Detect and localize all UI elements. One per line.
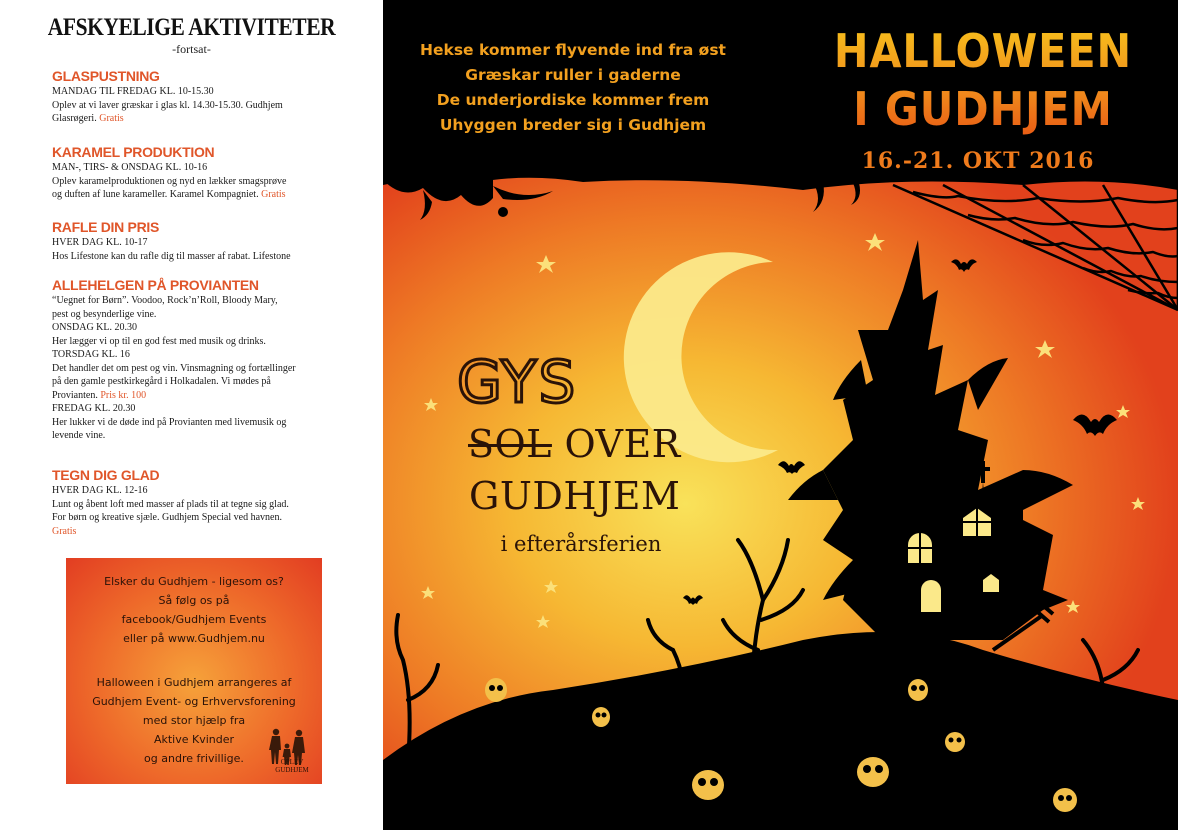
gys-handwritten xyxy=(453,346,623,416)
activity-line: FREDAG KL. 20.30 xyxy=(52,403,136,414)
activity-line: HVER DAG KL. 12-16 xyxy=(52,485,148,496)
activity-glaspustning xyxy=(52,68,330,126)
info-line: Aktive Kvinder xyxy=(153,733,235,746)
activity-title: KARAMEL PRODUKTION xyxy=(52,144,215,160)
price-label: Gratis xyxy=(99,113,124,124)
price-label: Gratis xyxy=(52,525,77,537)
activity-line: levende vine. xyxy=(52,430,106,441)
family-silhouette-icon xyxy=(266,726,316,786)
activity-title: ALLEHELGEN PÅ PROVIANTEN xyxy=(52,277,259,293)
slogan-line: Uhyggen breder sig i Gudhjem xyxy=(439,116,707,134)
activity-line: Provianten. xyxy=(52,389,98,401)
spider-web-icon xyxy=(893,185,1178,310)
logo-line: GUDHJEM xyxy=(275,766,309,774)
activity-line: Oplev karamelproduktionen og nyd en lækker smagsprøve xyxy=(52,175,287,187)
activity-line: For børn og kreative sjæle. Gudhjem Special ved havnen. xyxy=(52,512,282,523)
title-line: I GUDHJEM xyxy=(853,82,1113,136)
activity-line: MAN-, TIRS- & ONSDAG KL. 10-16 xyxy=(52,162,208,173)
activity-line: Her lægger vi op til en god fest med musik og drinks. xyxy=(52,335,266,347)
activities-subtitle: -fortsat- xyxy=(172,42,211,56)
gys-text: GYS xyxy=(457,348,578,416)
efterarsferien-text: i efterårsferien xyxy=(500,532,662,556)
slogan-line: De underjordiske kommer frem xyxy=(436,91,710,109)
activity-line: Det handler det om pest og vin. Vinsmagning og fortællinger xyxy=(52,362,296,374)
activity-line: pest og besynderlige vine. xyxy=(52,308,157,320)
activity-line: Hos Lifestone kan du rafle dig til masser af rabat. Lifestone xyxy=(52,250,291,262)
activity-line: “Uegnet for Børn”. Voodoo, Rock’n’Roll, Bloody Mary, xyxy=(52,295,278,306)
info-line: med stor hjælp fra xyxy=(142,714,246,727)
oplev-gudhjem-logo-text xyxy=(262,758,322,774)
halloween-title xyxy=(821,22,1145,138)
activity-title: TEGN DIG GLAD xyxy=(52,467,160,483)
activity-line: HVER DAG KL. 10-17 xyxy=(52,237,148,248)
slogan-line: Græskar ruller i gaderne xyxy=(465,66,681,84)
slogan xyxy=(413,38,733,138)
activity-title: GLASPUSTNING xyxy=(52,68,160,84)
activity-line: MANDAG TIL FREDAG KL. 10-15.30 xyxy=(52,86,214,97)
activities-title: AFSKYELIGE AKTIVITETER xyxy=(47,14,336,41)
title-line: HALLOWEEN xyxy=(833,24,1133,78)
info-line: Så følg os på xyxy=(158,594,230,607)
sol-crossed-word: SOL xyxy=(468,422,552,466)
info-box xyxy=(66,558,322,784)
info-line: Gudhjem Event- og Erhvervsforening xyxy=(92,695,296,708)
info-line: eller på www.Gudhjem.nu xyxy=(123,632,265,645)
price-label: Pris kr. 100 xyxy=(100,389,147,401)
info-line: Halloween i Gudhjem arrangeres af xyxy=(96,676,292,689)
activity-line: på den gamle pestkirkegård i Holkadalen. Vi mødes på xyxy=(52,376,271,387)
haunted-castle-icon xyxy=(788,240,1073,640)
event-date: 16.-21. OKT 2016 xyxy=(861,148,1095,174)
over-word: OVER xyxy=(564,422,681,466)
activity-title: RAFLE DIN PRIS xyxy=(52,219,160,235)
activity-line: og duften af lune karameller. Karamel Kompagniet. xyxy=(52,189,259,200)
info-line: Elsker du Gudhjem - ligesom os? xyxy=(104,575,284,588)
left-panel xyxy=(0,0,383,830)
slogan-line: Hekse kommer flyvende ind fra øst xyxy=(420,41,726,59)
activity-allehelgen xyxy=(52,277,330,443)
activity-line: Her lukker vi de døde ind på Provianten med livemusik og xyxy=(52,416,287,428)
logo-line: OPLEV xyxy=(280,758,304,766)
activity-line: Glasrøgeri. xyxy=(52,113,97,124)
price-label: Gratis xyxy=(261,189,286,200)
info-line: facebook/Gudhjem Events xyxy=(121,613,267,626)
info-line: og andre frivillige. xyxy=(144,752,244,765)
info-follow-text xyxy=(66,572,322,648)
activity-line: Oplev at vi laver græskar i glas kl. 14.30-15.30. Gudhjem xyxy=(52,99,283,111)
poster-panel xyxy=(383,0,1178,830)
activity-line: Lunt og åbent loft med masser af plads til at tegne sig glad. xyxy=(52,498,289,510)
sol-over-line xyxy=(468,422,681,466)
activity-rafle xyxy=(52,219,330,263)
activity-karamel xyxy=(52,144,330,202)
activity-line: ONSDAG KL. 20.30 xyxy=(52,322,137,333)
gudhjem-word: GUDHJEM xyxy=(469,474,681,518)
activity-tegn xyxy=(52,467,330,538)
activity-line: TORSDAG KL. 16 xyxy=(52,349,130,360)
